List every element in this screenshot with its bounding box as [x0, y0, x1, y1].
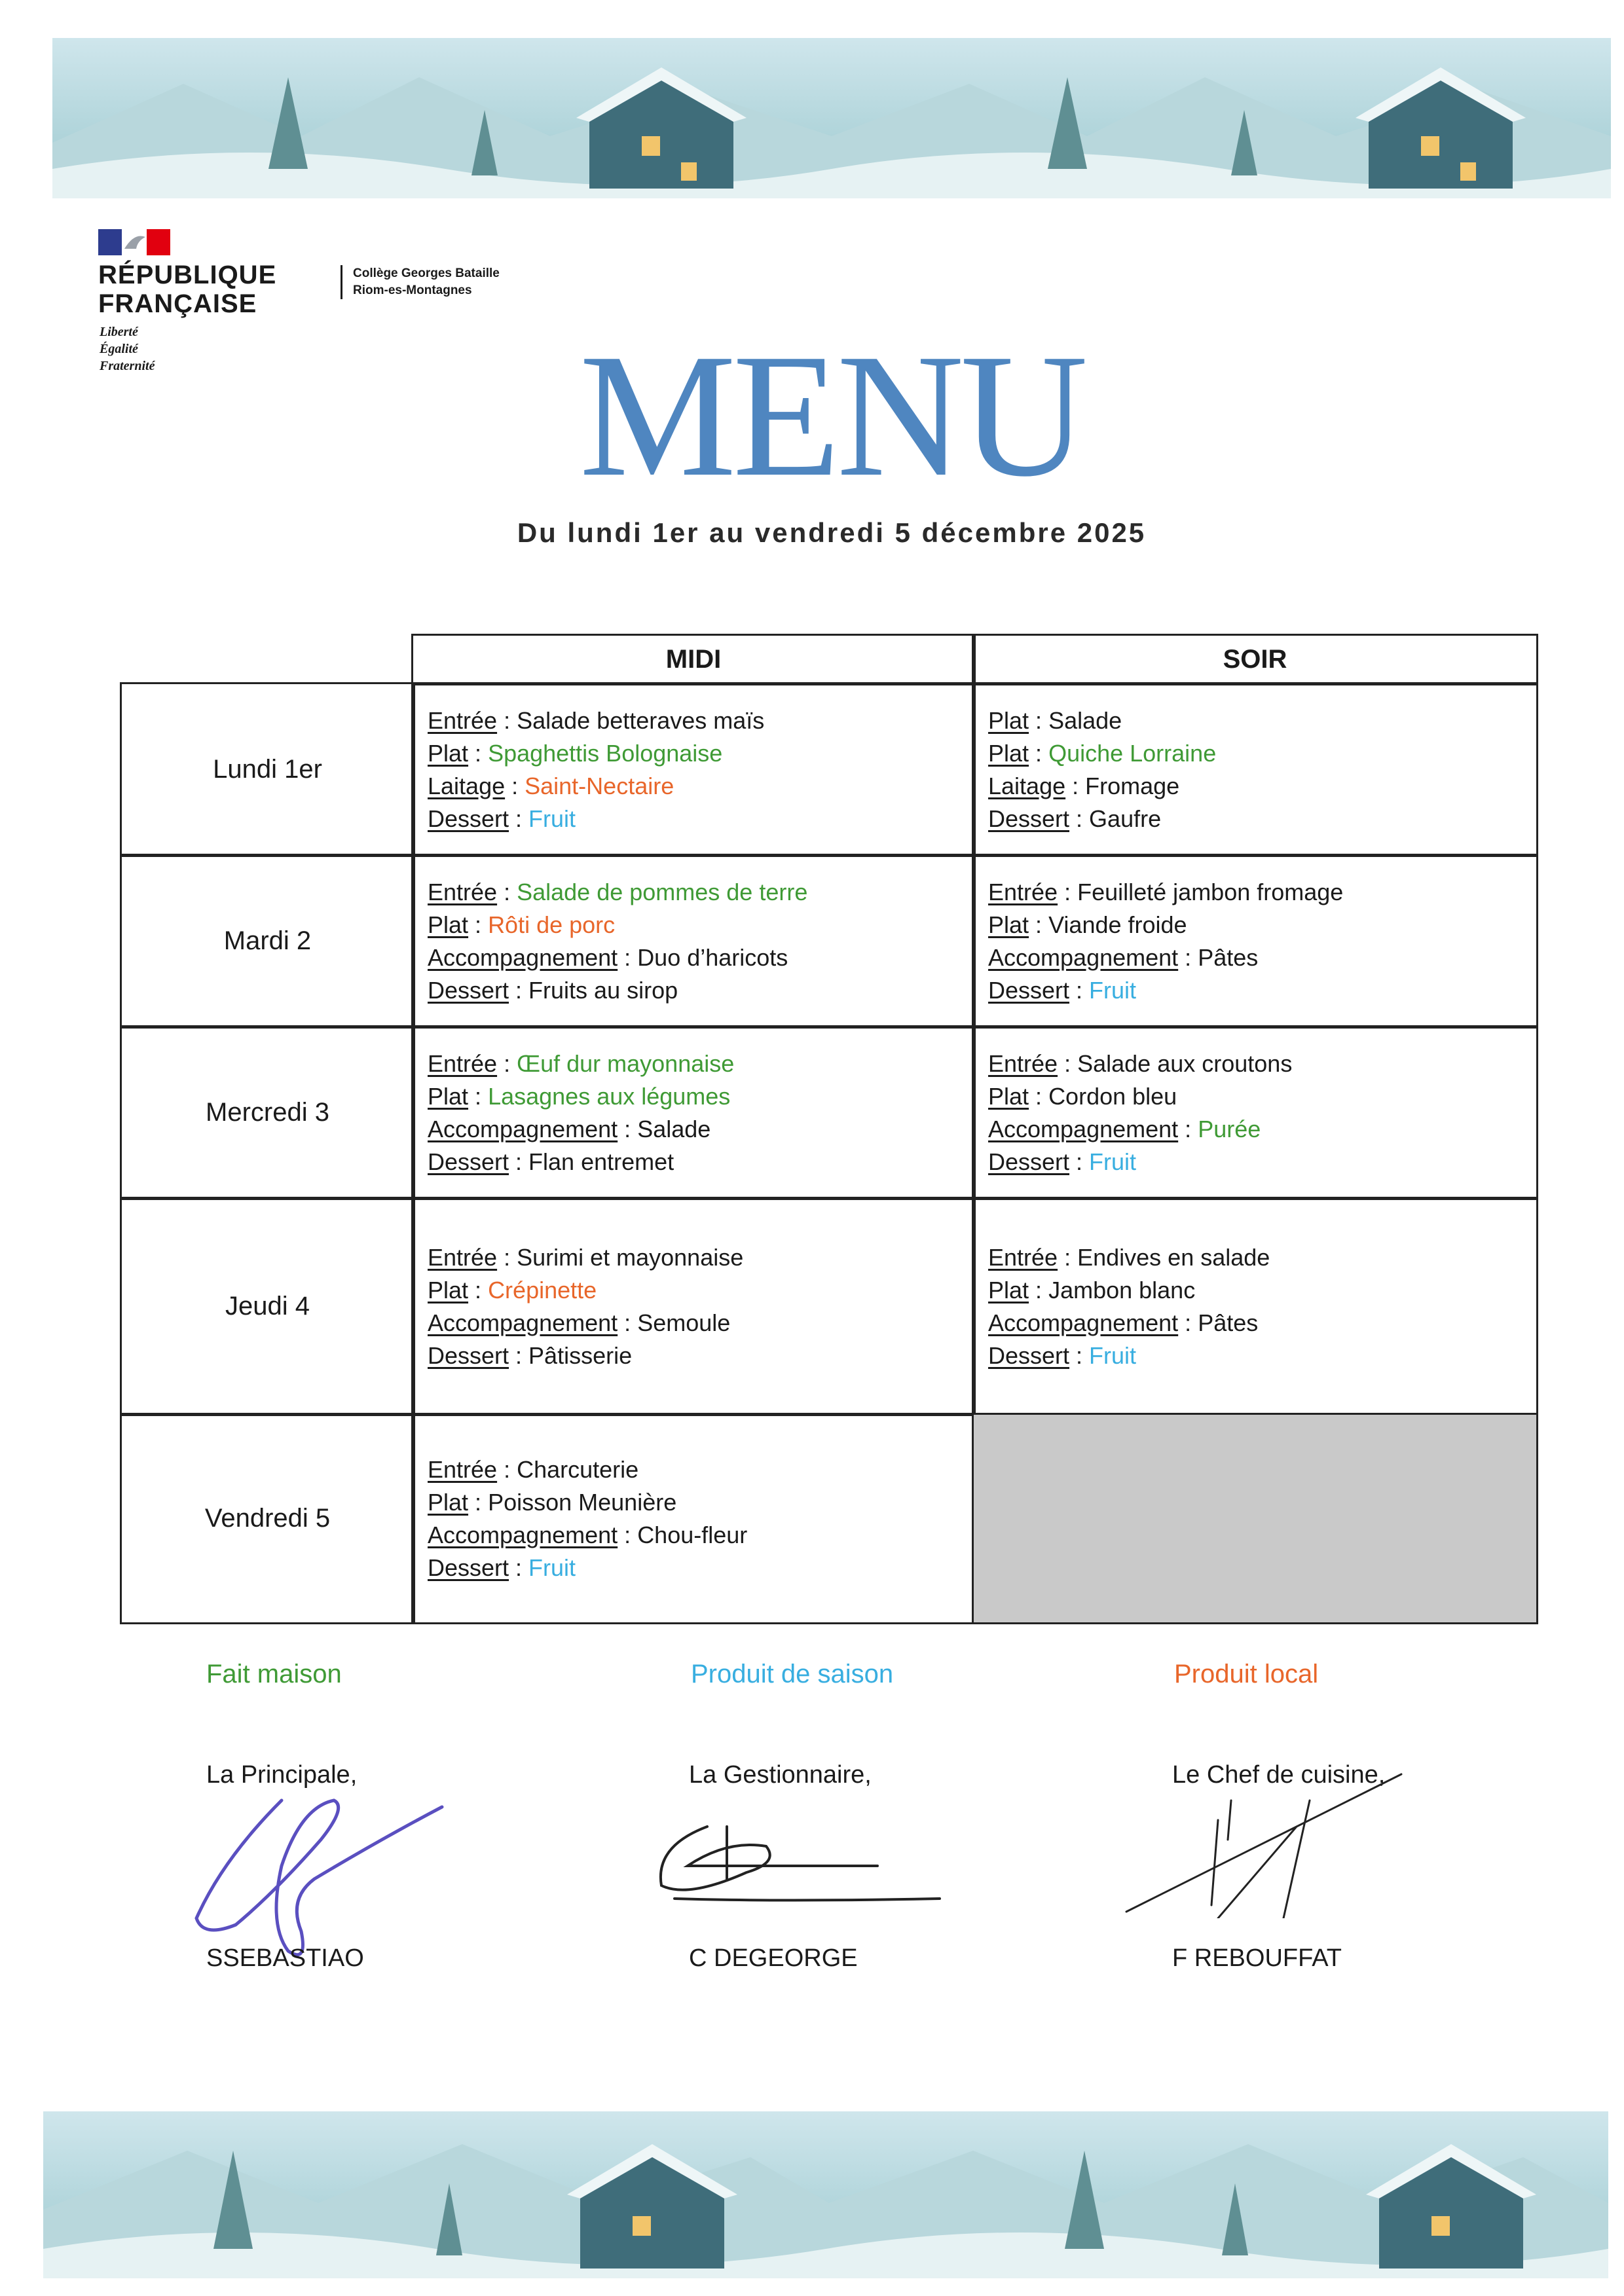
course-label: Dessert [428, 976, 509, 1004]
course-label: Dessert [988, 805, 1070, 832]
course-label: Entrée [428, 878, 498, 905]
course-label: Plat [988, 911, 1029, 938]
course-label: Plat [988, 1276, 1029, 1303]
label-separator: : [468, 911, 489, 938]
menu-line [988, 876, 1536, 909]
label-separator: : [1069, 1148, 1090, 1175]
page-title: MENU [579, 318, 1084, 513]
menu-line [428, 1048, 974, 1080]
label-separator: : [1178, 1309, 1198, 1336]
dish-name: Spaghettis Bolognaise [488, 739, 723, 767]
label-separator: : [1029, 706, 1049, 734]
label-separator: : [1069, 1341, 1090, 1369]
dish-name: Charcuterie [517, 1455, 639, 1483]
menu-line [988, 1080, 1536, 1113]
dish-name: Fruit [1089, 1341, 1137, 1369]
dish-name: Fromage [1085, 772, 1180, 799]
menu-line [988, 1241, 1536, 1274]
week-subtitle: Du lundi 1er au vendredi 5 décembre 2025 [517, 517, 1147, 548]
menu-line [988, 1048, 1536, 1080]
course-label: Plat [428, 1488, 469, 1516]
label-separator: : [618, 1115, 638, 1142]
label-separator: : [509, 1554, 529, 1581]
label-separator: : [509, 1148, 529, 1175]
dish-name: Lasagnes aux légumes [488, 1082, 731, 1110]
dish-name: Salade betteraves maïs [517, 706, 765, 734]
label-separator: : [497, 1049, 517, 1077]
course-label: Accompagnement [988, 1309, 1179, 1336]
course-label: Accompagnement [428, 1115, 618, 1142]
college-name: Collège Georges Bataille [353, 266, 500, 280]
menu-line [428, 1307, 974, 1339]
course-label: Plat [988, 1082, 1029, 1110]
course-label: Plat [988, 706, 1029, 734]
signature-principale-scribble [183, 1781, 458, 1971]
course-label: Entrée [428, 706, 498, 734]
dish-name: Rôti de porc [488, 911, 616, 938]
label-separator: : [1058, 878, 1078, 905]
dish-name: Quiche Lorraine [1048, 739, 1217, 767]
legend-produit-local: Produit local [1174, 1660, 1319, 1688]
label-separator: : [509, 976, 529, 1004]
republique-francaise-text: RÉPUBLIQUE FRANÇAISE [98, 261, 277, 318]
menu-line [428, 1274, 974, 1307]
dish-name: Fruit [1089, 976, 1137, 1004]
legend-produit-saison: Produit de saison [691, 1660, 894, 1688]
day-cell: Mercredi 3 [120, 1025, 415, 1200]
label-separator: : [1029, 739, 1049, 767]
signature-title-gestionnaire: La Gestionnaire, [689, 1761, 872, 1789]
label-separator: : [1178, 943, 1198, 971]
dish-name: Gaufre [1089, 805, 1162, 832]
course-label: Plat [428, 739, 469, 767]
course-label: Accompagnement [428, 1309, 618, 1336]
label-separator: : [497, 1455, 517, 1483]
dish-name: Surimi et mayonnaise [517, 1243, 744, 1271]
menu-line [988, 1274, 1536, 1307]
dish-name: Pâtes [1198, 1309, 1259, 1336]
signature-name-gestionnaire: C DEGEORGE [689, 1944, 858, 1972]
dish-name: Feuilleté jambon fromage [1077, 878, 1344, 905]
dish-name: Flan entremet [528, 1148, 674, 1175]
midi-menu-cell [411, 1413, 976, 1624]
dish-name: Chou-fleur [637, 1521, 748, 1548]
label-separator: : [1029, 1082, 1049, 1110]
course-label: Laitage [988, 772, 1066, 799]
day-cell: Lundi 1er [120, 682, 415, 857]
dish-name: Fruit [1089, 1148, 1137, 1175]
column-header-midi: MIDI [411, 634, 976, 685]
course-label: Accompagnement [988, 943, 1179, 971]
course-label: Plat [988, 739, 1029, 767]
midi-menu-cell [411, 854, 976, 1029]
label-separator: : [618, 1521, 638, 1548]
college-name-block [341, 265, 500, 299]
midi-menu-cell [411, 682, 976, 857]
menu-line [428, 1486, 974, 1519]
course-label: Dessert [428, 1554, 509, 1581]
dish-name: Duo d’haricots [637, 943, 788, 971]
course-label: Entrée [988, 1243, 1058, 1271]
signature-chef-scribble [1113, 1755, 1408, 1918]
label-separator: : [468, 1276, 489, 1303]
signature-title-chef: Le Chef de cuisine, [1172, 1761, 1386, 1789]
dish-name: Œuf dur mayonnaise [517, 1049, 735, 1077]
course-label: Dessert [428, 1148, 509, 1175]
menu-line [428, 803, 974, 835]
midi-menu-cell [411, 1025, 976, 1200]
dish-name: Cordon bleu [1048, 1082, 1177, 1110]
course-label: Accompagnement [988, 1115, 1179, 1142]
course-label: Dessert [428, 1341, 509, 1369]
dish-name: Pâtisserie [528, 1341, 633, 1369]
course-label: Plat [428, 1082, 469, 1110]
dish-name: Pâtes [1198, 943, 1259, 971]
soir-menu-cell [972, 682, 1538, 857]
course-label: Entrée [988, 1049, 1058, 1077]
course-label: Dessert [988, 1341, 1070, 1369]
course-label: Plat [428, 911, 469, 938]
menu-line [428, 1519, 974, 1552]
label-separator: : [468, 1488, 489, 1516]
menu-line [988, 1113, 1536, 1146]
menu-line [428, 941, 974, 974]
label-separator: : [1058, 1049, 1078, 1077]
course-label: Entrée [428, 1243, 498, 1271]
menu-line [428, 770, 974, 803]
course-label: Entrée [428, 1455, 498, 1483]
marianne-logo-icon [98, 229, 170, 255]
course-label: Accompagnement [428, 1521, 618, 1548]
dish-name: Saint-Nectaire [525, 772, 674, 799]
label-separator: : [497, 1243, 517, 1271]
course-label: Dessert [988, 976, 1070, 1004]
menu-line [428, 909, 974, 941]
dish-name: Crépinette [488, 1276, 597, 1303]
menu-line [988, 941, 1536, 974]
dish-name: Salade [637, 1115, 711, 1142]
college-town: Riom-es-Montagnes [353, 283, 472, 297]
menu-line [988, 803, 1536, 835]
menu-line [428, 1339, 974, 1372]
label-separator: : [509, 805, 529, 832]
menu-line [428, 1080, 974, 1113]
menu-line [988, 704, 1536, 737]
midi-menu-cell [411, 1197, 976, 1416]
dish-name: Endives en salade [1077, 1243, 1270, 1271]
dish-name: Poisson Meunière [488, 1488, 677, 1516]
label-separator: : [1029, 1276, 1049, 1303]
course-label: Entrée [988, 878, 1058, 905]
bottom-winter-banner [43, 2111, 1608, 2278]
dish-name: Salade aux croutons [1077, 1049, 1293, 1077]
dish-name: Fruit [528, 805, 576, 832]
legend-fait-maison: Fait maison [206, 1660, 342, 1688]
menu-line [428, 1113, 974, 1146]
menu-line [988, 909, 1536, 941]
menu-line [988, 1307, 1536, 1339]
dish-name: Viande froide [1048, 911, 1187, 938]
dish-name: Salade [1048, 706, 1122, 734]
soir-menu-cell [972, 1197, 1538, 1416]
day-cell: Vendredi 5 [120, 1413, 415, 1624]
dish-name: Salade de pommes de terre [517, 878, 808, 905]
label-separator: : [497, 706, 517, 734]
menu-line [428, 1552, 974, 1584]
label-separator: : [505, 772, 525, 799]
menu-line [428, 1241, 974, 1274]
signature-name-chef: F REBOUFFAT [1172, 1944, 1342, 1972]
label-separator: : [1069, 805, 1090, 832]
empty-soir-cell [972, 1413, 1538, 1624]
course-label: Dessert [988, 1148, 1070, 1175]
menu-line [428, 1146, 974, 1178]
menu-line [428, 1453, 974, 1486]
signature-title-principale: La Principale, [206, 1761, 358, 1789]
course-label: Entrée [428, 1049, 498, 1077]
label-separator: : [1178, 1115, 1198, 1142]
menu-line [988, 974, 1536, 1007]
menu-line [988, 770, 1536, 803]
top-winter-banner [52, 38, 1611, 198]
soir-menu-cell [972, 1025, 1538, 1200]
day-cell: Mardi 2 [120, 854, 415, 1029]
day-cell: Jeudi 4 [120, 1197, 415, 1416]
dish-name: Jambon blanc [1048, 1276, 1196, 1303]
soir-menu-cell [972, 854, 1538, 1029]
menu-line [428, 974, 974, 1007]
signature-name-principale: SSEBASTIAO [206, 1944, 364, 1972]
menu-line [988, 737, 1536, 770]
dish-name: Purée [1198, 1115, 1261, 1142]
label-separator: : [1029, 911, 1049, 938]
label-separator: : [509, 1341, 529, 1369]
course-label: Plat [428, 1276, 469, 1303]
menu-line [988, 1146, 1536, 1178]
label-separator: : [618, 1309, 638, 1336]
label-separator: : [497, 878, 517, 905]
dish-name: Semoule [637, 1309, 731, 1336]
course-label: Laitage [428, 772, 506, 799]
label-separator: : [1065, 772, 1086, 799]
course-label: Accompagnement [428, 943, 618, 971]
republic-motto: Liberté Égalité Fraternité [100, 325, 155, 373]
menu-line [428, 737, 974, 770]
label-separator: : [468, 739, 489, 767]
menu-line [428, 704, 974, 737]
course-label: Dessert [428, 805, 509, 832]
column-header-soir: SOIR [972, 634, 1538, 685]
label-separator: : [1058, 1243, 1078, 1271]
label-separator: : [468, 1082, 489, 1110]
menu-line [988, 1339, 1536, 1372]
label-separator: : [1069, 976, 1090, 1004]
label-separator: : [618, 943, 638, 971]
dish-name: Fruits au sirop [528, 976, 678, 1004]
dish-name: Fruit [528, 1554, 576, 1581]
menu-line [428, 876, 974, 909]
signature-gestionnaire-scribble [648, 1800, 950, 1931]
